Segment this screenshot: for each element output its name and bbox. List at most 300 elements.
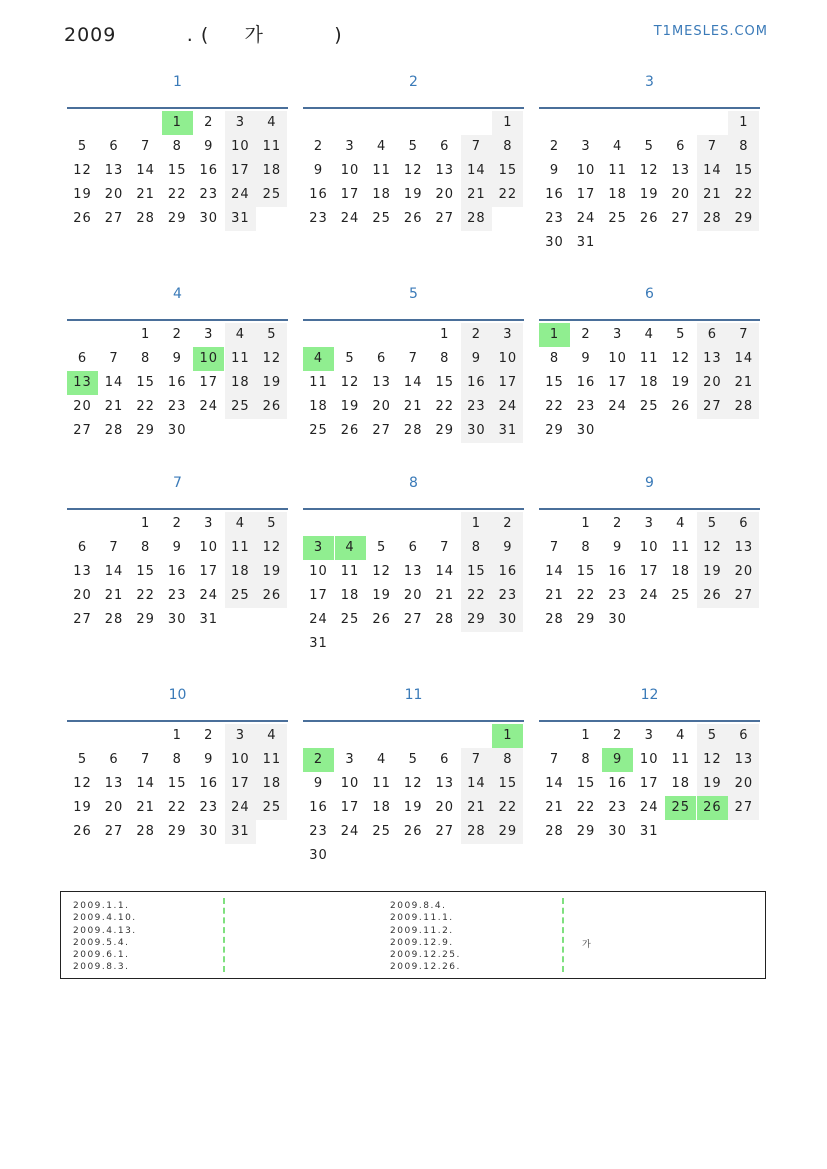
day-cell: 19 <box>340 399 360 414</box>
week-row <box>539 608 760 632</box>
day-cell: 17 <box>576 187 596 202</box>
day-cell: 12 <box>340 375 360 390</box>
day-cell: 9 <box>461 347 492 371</box>
day-cell: 17 <box>199 564 219 579</box>
day-cell: 10 <box>639 540 659 555</box>
day-cell: 16 <box>199 776 219 791</box>
day-cell: 29 <box>461 608 492 632</box>
day-cell: 7 <box>728 323 759 347</box>
day-cell: 21 <box>461 183 492 207</box>
day-cell: 4 <box>256 724 287 748</box>
day-cell: 12 <box>73 776 92 791</box>
day-cell: 26 <box>403 824 423 839</box>
week-row <box>303 395 524 419</box>
day-cell: 19 <box>639 187 659 202</box>
day-cell: 15 <box>545 375 564 390</box>
day-cell: 22 <box>492 183 523 207</box>
legend-date: 2009.11.1. <box>390 913 454 924</box>
day-cell: 7 <box>461 748 492 772</box>
week-row <box>539 395 760 419</box>
day-cell: 5 <box>697 724 728 748</box>
day-cell: 7 <box>461 135 492 159</box>
month-divider <box>67 720 288 722</box>
day-cell: 4 <box>676 728 686 743</box>
week-row <box>303 820 524 844</box>
day-cell: 20 <box>697 371 728 395</box>
week-row <box>303 584 524 608</box>
week-row <box>67 395 288 419</box>
day-cell: 3 <box>345 139 355 154</box>
month-divider <box>67 319 288 321</box>
day-cell: 23 <box>167 399 187 414</box>
day-cell: 27 <box>104 211 124 226</box>
day-cell: 11 <box>309 375 328 390</box>
day-cell: 8 <box>140 351 151 366</box>
day-cell: 23 <box>199 187 219 202</box>
legend-date: 2009.4.10. <box>73 913 137 924</box>
day-cell: 20 <box>73 588 92 603</box>
week-row <box>67 323 288 347</box>
day-cell: 19 <box>73 187 92 202</box>
week-row <box>67 724 288 748</box>
week-row <box>303 632 524 656</box>
week-row <box>303 159 524 183</box>
week-row <box>539 347 760 371</box>
day-cell: 14 <box>461 772 492 796</box>
week-row <box>67 183 288 207</box>
day-cell: 27 <box>372 423 391 438</box>
day-cell: 30 <box>576 423 596 438</box>
day-cell: 1 <box>440 327 450 342</box>
day-cell: 17 <box>309 588 328 603</box>
day-cell: 13 <box>403 564 423 579</box>
week-row <box>303 347 524 371</box>
day-cell: 12 <box>403 163 423 178</box>
day-cell: 3 <box>225 111 256 135</box>
day-cell: 15 <box>167 776 187 791</box>
day-cell: 4 <box>376 752 387 767</box>
day-grid <box>539 323 760 443</box>
day-cell: 3 <box>204 327 214 342</box>
day-cell: 2 <box>204 115 214 130</box>
day-cell: 9 <box>172 540 182 555</box>
day-cell: 5 <box>676 327 686 342</box>
day-cell: 17 <box>340 800 360 815</box>
day-cell: 30 <box>167 612 187 627</box>
day-cell: 12 <box>639 163 659 178</box>
day-cell: 20 <box>73 399 92 414</box>
week-row <box>303 724 524 748</box>
day-cell: 25 <box>665 796 696 820</box>
day-cell: 27 <box>73 612 92 627</box>
week-row <box>303 796 524 820</box>
day-cell: 23 <box>309 211 328 226</box>
week-row <box>67 608 288 632</box>
day-cell: 1 <box>728 111 759 135</box>
day-cell: 23 <box>167 588 187 603</box>
day-cell: 26 <box>697 796 728 820</box>
day-cell: 10 <box>492 347 523 371</box>
day-cell: 17 <box>225 159 256 183</box>
day-cell: 4 <box>335 536 366 560</box>
day-cell: 9 <box>313 776 324 791</box>
day-cell: 11 <box>372 163 391 178</box>
day-cell: 6 <box>77 351 88 366</box>
day-cell: 11 <box>671 752 691 767</box>
day-cell: 6 <box>109 752 119 767</box>
day-cell: 7 <box>440 540 450 555</box>
day-cell: 8 <box>492 135 523 159</box>
day-cell: 2 <box>461 323 492 347</box>
day-grid <box>67 111 288 231</box>
day-cell: 20 <box>435 187 455 202</box>
day-cell: 21 <box>403 399 423 414</box>
day-cell: 17 <box>639 564 659 579</box>
day-cell: 30 <box>545 235 564 250</box>
day-cell: 6 <box>77 540 88 555</box>
day-cell: 28 <box>435 612 455 627</box>
day-cell: 2 <box>172 327 182 342</box>
day-cell: 20 <box>372 399 391 414</box>
week-row <box>303 536 524 560</box>
day-cell: 13 <box>728 748 759 772</box>
day-cell: 30 <box>492 608 523 632</box>
day-cell: 21 <box>136 187 155 202</box>
page-title: 2009 . ( 가 ) <box>64 24 343 46</box>
day-cell: 21 <box>461 796 492 820</box>
day-cell: 9 <box>492 536 523 560</box>
day-cell: 8 <box>492 748 523 772</box>
day-cell: 10 <box>608 351 627 366</box>
day-cell: 17 <box>340 187 360 202</box>
day-cell: 12 <box>372 564 391 579</box>
week-row <box>67 207 288 231</box>
legend-date: 2009.12.25. <box>390 950 461 961</box>
day-cell: 18 <box>671 776 691 791</box>
day-cell: 26 <box>73 211 92 226</box>
day-cell: 27 <box>435 824 455 839</box>
day-cell: 5 <box>256 512 287 536</box>
week-row <box>303 608 524 632</box>
day-cell: 27 <box>104 824 124 839</box>
day-grid <box>303 724 524 868</box>
day-cell: 13 <box>73 564 92 579</box>
day-cell: 15 <box>136 564 155 579</box>
day-cell: 23 <box>608 588 627 603</box>
day-cell: 18 <box>309 399 328 414</box>
day-cell: 25 <box>225 584 256 608</box>
day-cell: 25 <box>256 796 287 820</box>
day-cell: 7 <box>140 139 151 154</box>
legend-date: 2009.4.13. <box>73 925 137 936</box>
day-cell: 3 <box>644 516 654 531</box>
week-row <box>539 323 760 347</box>
day-cell: 29 <box>136 612 155 627</box>
day-cell: 8 <box>728 135 759 159</box>
day-cell: 3 <box>612 327 623 342</box>
day-cell: 26 <box>403 211 423 226</box>
day-cell: 29 <box>167 211 187 226</box>
day-grid <box>67 724 288 844</box>
day-cell: 14 <box>435 564 455 579</box>
day-cell: 24 <box>639 800 659 815</box>
day-cell: 2 <box>303 748 334 772</box>
day-cell: 1 <box>140 516 151 531</box>
day-cell: 9 <box>581 351 591 366</box>
legend-date: 2009.12.26. <box>390 962 461 973</box>
month-title: 1 <box>173 74 182 90</box>
week-row <box>303 560 524 584</box>
day-cell: 1 <box>581 728 591 743</box>
day-cell: 16 <box>492 560 523 584</box>
week-row <box>539 135 760 159</box>
day-cell: 28 <box>545 824 564 839</box>
day-cell: 13 <box>104 776 124 791</box>
day-cell: 26 <box>671 399 691 414</box>
day-cell: 5 <box>376 540 387 555</box>
day-cell: 22 <box>728 183 759 207</box>
month-divider <box>539 107 760 109</box>
day-cell: 1 <box>461 512 492 536</box>
day-cell: 21 <box>104 588 124 603</box>
day-cell: 18 <box>256 159 287 183</box>
day-cell: 11 <box>372 776 391 791</box>
day-cell: 13 <box>104 163 124 178</box>
day-cell: 5 <box>256 323 287 347</box>
day-cell: 16 <box>199 163 219 178</box>
day-cell: 28 <box>545 612 564 627</box>
day-grid <box>303 111 524 231</box>
week-row <box>539 724 760 748</box>
day-cell: 7 <box>140 752 151 767</box>
day-cell: 20 <box>728 560 759 584</box>
day-cell: 25 <box>372 211 391 226</box>
day-cell: 28 <box>136 824 155 839</box>
day-cell: 30 <box>199 211 219 226</box>
week-row <box>67 135 288 159</box>
day-cell: 28 <box>728 395 759 419</box>
legend-date: 2009.8.4. <box>390 901 447 911</box>
week-row <box>67 772 288 796</box>
day-cell: 6 <box>109 139 119 154</box>
month-divider <box>539 508 760 510</box>
month-title: 8 <box>409 475 418 491</box>
week-row <box>67 748 288 772</box>
day-cell: 27 <box>435 211 455 226</box>
month-title: 10 <box>168 687 187 703</box>
day-cell: 27 <box>73 423 92 438</box>
legend-date: 2009.5.4. <box>73 937 130 948</box>
day-cell: 15 <box>492 772 523 796</box>
day-cell: 20 <box>435 800 455 815</box>
holiday-legend <box>60 891 766 979</box>
day-cell: 4 <box>612 139 623 154</box>
day-cell: 28 <box>104 612 124 627</box>
day-cell: 18 <box>225 371 256 395</box>
day-cell: 26 <box>256 395 287 419</box>
day-cell: 26 <box>73 824 92 839</box>
day-cell: 27 <box>403 612 423 627</box>
day-cell: 23 <box>576 399 596 414</box>
week-row <box>303 748 524 772</box>
day-cell: 25 <box>608 211 627 226</box>
day-cell: 28 <box>461 207 492 231</box>
day-cell: 16 <box>545 187 564 202</box>
day-cell: 31 <box>225 207 256 231</box>
day-cell: 9 <box>313 163 324 178</box>
day-cell: 12 <box>671 351 691 366</box>
day-cell: 23 <box>608 800 627 815</box>
week-row <box>539 796 760 820</box>
day-cell: 31 <box>492 419 523 443</box>
day-cell: 11 <box>608 163 627 178</box>
day-cell: 3 <box>492 323 523 347</box>
week-row <box>67 512 288 536</box>
day-cell: 22 <box>167 800 187 815</box>
week-row <box>303 111 524 135</box>
day-cell: 16 <box>309 800 328 815</box>
day-cell: 25 <box>225 395 256 419</box>
day-cell: 14 <box>545 776 564 791</box>
day-cell: 2 <box>581 327 591 342</box>
day-cell: 24 <box>225 796 256 820</box>
day-cell: 31 <box>225 820 256 844</box>
day-cell: 12 <box>73 163 92 178</box>
day-cell: 19 <box>697 772 728 796</box>
day-cell: 10 <box>225 135 256 159</box>
day-cell: 8 <box>172 752 182 767</box>
day-cell: 9 <box>204 139 214 154</box>
day-cell: 18 <box>639 375 659 390</box>
day-cell: 8 <box>581 540 591 555</box>
month-title: 9 <box>645 475 654 491</box>
day-cell: 24 <box>492 395 523 419</box>
week-row <box>303 207 524 231</box>
week-row <box>67 560 288 584</box>
day-cell: 18 <box>340 588 360 603</box>
legend-date: 2009.11.2. <box>390 925 454 936</box>
day-cell: 21 <box>435 588 455 603</box>
day-cell: 13 <box>728 536 759 560</box>
day-cell: 18 <box>671 564 691 579</box>
day-cell: 25 <box>256 183 287 207</box>
day-cell: 21 <box>136 800 155 815</box>
day-cell: 19 <box>256 560 287 584</box>
month-title: 11 <box>404 687 423 703</box>
day-cell: 6 <box>440 752 450 767</box>
week-row <box>539 419 760 443</box>
day-cell: 26 <box>372 612 391 627</box>
day-cell: 31 <box>639 824 659 839</box>
day-cell: 22 <box>461 584 492 608</box>
day-cell: 13 <box>372 375 391 390</box>
day-cell: 23 <box>545 211 564 226</box>
day-cell: 2 <box>549 139 560 154</box>
day-cell: 4 <box>225 512 256 536</box>
day-cell: 14 <box>403 375 423 390</box>
day-cell: 7 <box>109 351 119 366</box>
day-cell: 31 <box>576 235 596 250</box>
week-row <box>539 536 760 560</box>
day-cell: 24 <box>199 588 219 603</box>
week-row <box>303 844 524 868</box>
day-grid <box>67 512 288 632</box>
day-cell: 29 <box>435 423 455 438</box>
legend-note: 가 <box>582 940 591 950</box>
day-cell: 10 <box>340 776 360 791</box>
day-cell: 22 <box>492 796 523 820</box>
day-grid <box>539 724 760 844</box>
day-cell: 11 <box>639 351 659 366</box>
week-row <box>303 323 524 347</box>
day-cell: 28 <box>461 820 492 844</box>
legend-left-dates <box>73 900 137 974</box>
week-row <box>303 371 524 395</box>
day-cell: 25 <box>372 824 391 839</box>
day-cell: 19 <box>372 588 391 603</box>
day-cell: 30 <box>167 423 187 438</box>
day-cell: 27 <box>728 584 759 608</box>
day-cell: 4 <box>256 111 287 135</box>
day-cell: 1 <box>140 327 151 342</box>
day-cell: 14 <box>461 159 492 183</box>
day-cell: 31 <box>199 612 219 627</box>
day-cell: 5 <box>345 351 355 366</box>
day-cell: 10 <box>639 752 659 767</box>
day-cell: 3 <box>225 724 256 748</box>
month-divider <box>303 107 524 109</box>
day-cell: 16 <box>608 564 627 579</box>
day-cell: 8 <box>581 752 591 767</box>
day-cell: 22 <box>435 399 455 414</box>
month-title: 4 <box>173 286 182 302</box>
day-cell: 14 <box>728 347 759 371</box>
day-cell: 26 <box>697 584 728 608</box>
day-cell: 15 <box>576 776 596 791</box>
day-cell: 14 <box>136 163 155 178</box>
day-cell: 19 <box>403 800 423 815</box>
day-cell: 29 <box>576 824 596 839</box>
site-logo[interactable]: T1MESLES.COM <box>653 24 768 39</box>
week-row <box>67 111 288 135</box>
day-cell: 24 <box>340 824 360 839</box>
day-cell: 21 <box>545 800 564 815</box>
week-row <box>539 183 760 207</box>
week-row <box>67 347 288 371</box>
day-cell: 21 <box>728 371 759 395</box>
week-row <box>539 820 760 844</box>
day-cell: 31 <box>309 636 328 651</box>
week-row <box>539 560 760 584</box>
day-cell: 29 <box>545 423 564 438</box>
day-cell: 16 <box>309 187 328 202</box>
day-grid <box>539 512 760 632</box>
day-cell: 1 <box>581 516 591 531</box>
month-divider <box>303 319 524 321</box>
day-cell: 25 <box>309 423 328 438</box>
day-cell: 14 <box>104 375 124 390</box>
day-grid <box>303 512 524 656</box>
day-cell: 6 <box>728 512 759 536</box>
week-row <box>539 159 760 183</box>
day-cell: 6 <box>728 724 759 748</box>
day-cell: 7 <box>549 752 560 767</box>
day-cell: 10 <box>340 163 360 178</box>
day-cell: 25 <box>671 588 691 603</box>
day-cell: 22 <box>136 399 155 414</box>
month-title: 7 <box>173 475 182 491</box>
day-cell: 22 <box>136 588 155 603</box>
